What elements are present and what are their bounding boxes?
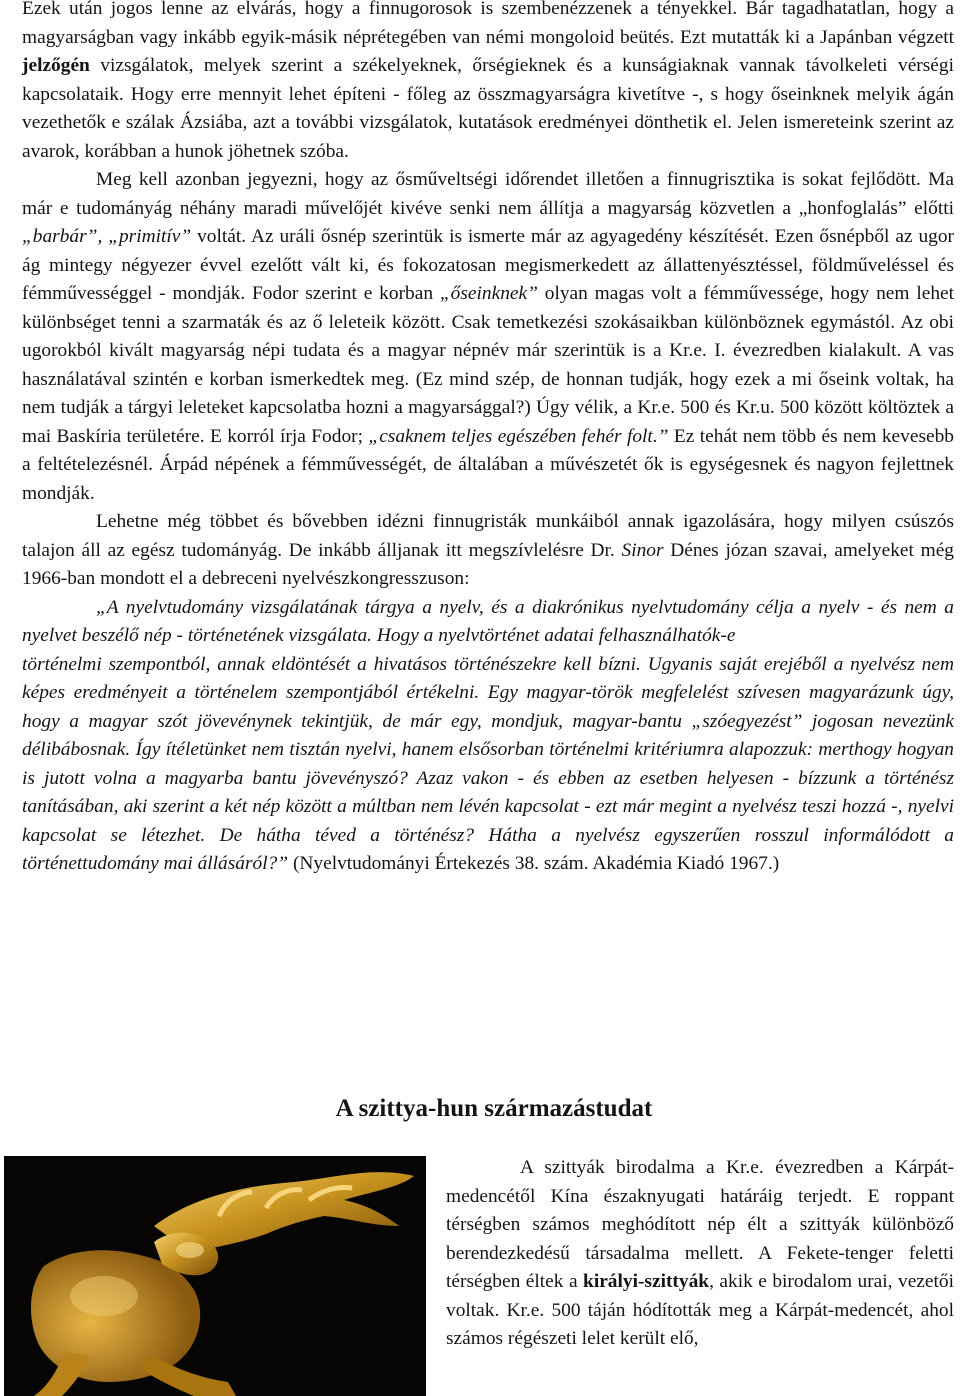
highlight (70, 1276, 138, 1316)
italic-quote: „őseinknek” (439, 283, 538, 304)
text-run: olyan magas volt a fémművessége, hogy nem lehet különbséget tenni a szarmaták és az ő leleteik között. Csak temetkezési szokásaikban különböznek egymástól. Az obi ugorokból kivált magyarság népi tudata és a magyar népnév már szerintük is a Kr.e. I. évezredben kialakult. A vas használatával szintén e korban ismerkedtek meg. (Ez mind szép, de honnan tudják, hogy ezek a mi őseink voltak, ha nem tudják a tárgyi leleteket kapcsolatba hozni a magyarsággal?) Úgy vélik, a Kr.e. 500 és Kr.u. 500 között költöztek a mai Baskíria területére. E korról írja Fodor; (22, 283, 955, 447)
paragraph-osmuveltseg (22, 166, 954, 508)
text-run: Ezek után jogos lenne az elvárás, hogy a finnugorosok is szembenézzenek a tényekkel. Bár tagadhatatlan, hogy a magyarságban vagy inkább egyik-másik néprétegében van némi mongoloid beütés. Ezt mutatták ki a Japánban végzett (22, 0, 954, 48)
bold-term-kiralyi-szittyak: királyi-szittyák (583, 1271, 710, 1292)
article-body (22, 0, 954, 879)
block-quote-sinor-continued (22, 651, 954, 879)
text-run: A szittyák birodalma a Kr.e. évezredben a Kárpát-medencétől Kína északnyugati határáig terjedt. E roppant térségben számos meghódított nép élt a szittyák különböző berendezkedésű társadalma mellett. A Fekete-tenger feletti térségben éltek a (446, 1157, 954, 1292)
quote-part-1: „A nyelvtudomány vizsgálatának tárgya a nyelv, és a diakrónikus nyelvtudomány célja a nyelv - és nem a nyelvet beszélő nép - történetének vizsgálata. Hogy a nyelvtörténet adatai felhasználhatók-e (22, 596, 954, 646)
text-run: Dénes józan szavai, amelyeket még 1966-ban mondott el a debreceni nyelvészkongresszuson: (22, 539, 954, 589)
section-paragraph (446, 1154, 954, 1354)
italic-quote: „barbár”, „primitív” (22, 226, 192, 247)
paragraph-finnugor (22, 0, 954, 166)
text-run: , akik e birodalom urai, vezetői voltak. Kr.e. 500 táján hódították meg a Kárpát-medencét, ahol számos régészeti lelet került elő, (446, 1271, 954, 1349)
block-quote-sinor (22, 594, 954, 651)
text-run: Meg kell azonban jegyezni, hogy az ősműveltségi időrendet illetően a finnugrisztika is sokat fejlődött. Ma már e tudományág néhány maradi művelőjét kivéve senki nem állítja a magyarság közvetlen a „honfoglalás” előtti (22, 169, 954, 219)
paragraph-sinor-intro (22, 508, 954, 594)
italic-quote: „csaknem teljes egészében fehér folt.” (368, 425, 669, 447)
bold-term-jelzogen: jelzőgén (22, 55, 90, 76)
text-run: Lehetne még többet és bővebben idézni finnugristák munkáiból annak igazolására, hogy milyen csúszós talajon áll az egész tudományág. De inkább álljanak itt megszívlelésre Dr. (22, 511, 954, 561)
italic-name-sinor: Sinor (621, 539, 664, 561)
highlight (176, 1242, 204, 1258)
text-run: Ez tehát nem több és nem kevesebb a feltételezésnél. Árpád népének a fémművességét, de általában a művészetét ők is egységesnek és nagyon fejlettnek mondják. (22, 425, 954, 504)
stag-leg (140, 1356, 236, 1396)
section-heading: A szittya-hun származástudat (335, 1095, 653, 1122)
golden-stag-figure (4, 1156, 426, 1396)
quote-part-2: történelmi szempontból, annak eldöntését a hivatásos történészekre kell bízni. Ugyanis saját erejéből a nyelvész nem képes eredményeit a történelem szempontjából értékelni. Egy magyar-török megfelelést szívesen magyarázunk úgy, hogy a magyar szót jövevénynek tekintjük, de már egy, mondjuk, magyar-bantu „szóegyezést” jogosan nevezünk délibábosnak. Így ítéletünket nem tisztán nyelvi, hanem elsősorban történelmi kritériumra alapozzuk: merthogy hogyan is jutott volna a magyarba bantu jövevényszó? Azaz vakon - és ebben az esetben helyesen - bízzunk a történész tanításában, aki szerint a két nép között a múltban nem lévén kapcsolat - ezt már megint a nyelvész teszi hozzá -, nyelvi kapcsolat se létezhet. De hátha téved a történész? Hátha a nyelvész egyszerűen rosszul informálódott a történettudomány mai állásáról?” (22, 653, 954, 874)
text-run: vizsgálatok, melyek szerint a székelyeknek, őrségieknek és a kunságiaknak vannak távolkeleti vérségi kapcsolataik. Hogy erre mennyit lehet építeni - főleg az összmagyarságra kivetítve -, s hogy őseinknek melyik ágán vezethetők e szálak Ázsiába, azt a további vizsgálatok, kutatások eredményei dönthetik el. Jelen ismereteink szerint az avarok, korábban a hunok jöhetnek szóba. (22, 55, 954, 162)
text-run: voltát. Az uráli ősnép szerintük is ismerte már az agyagedény készítését. Ezen ősnépből az ugor ág mintegy négyezer évvel ezelőtt vált ki, és fokozatosan megismerkedett az állattenyésztéssel, földműveléssel és fémművességgel - mondják. Fodor szerint e korban (22, 226, 955, 304)
golden-stag-photo (4, 1156, 426, 1396)
citation: (Nyelvtudományi Értekezés 38. szám. Akadémia Kiadó 1967.) (288, 853, 780, 874)
